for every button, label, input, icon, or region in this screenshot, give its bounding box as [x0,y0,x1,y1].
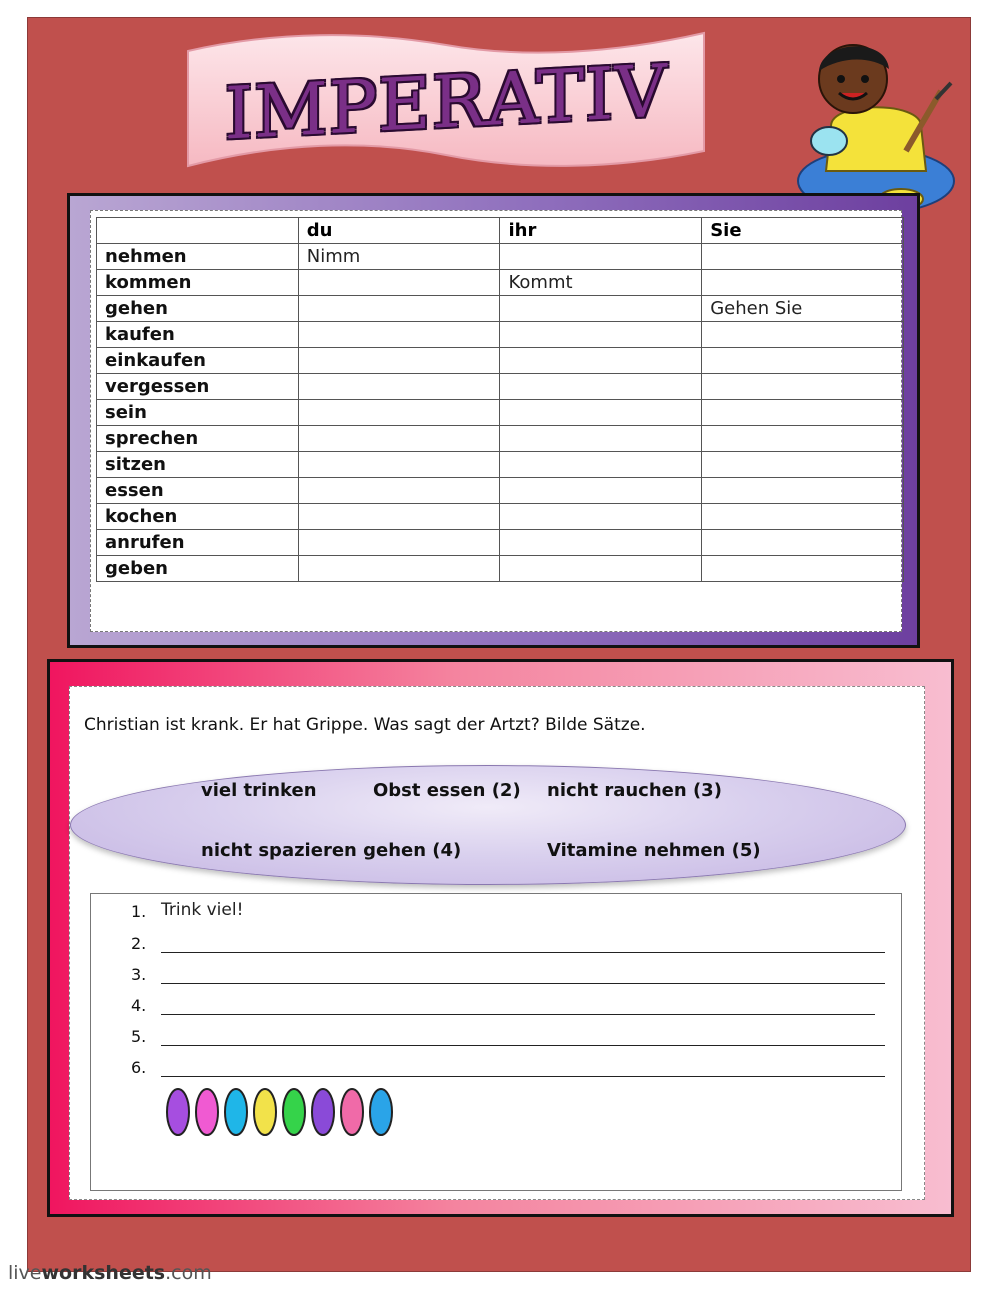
verb-cell: sitzen [97,452,299,478]
ihr-cell[interactable] [500,244,702,270]
logo-brand: worksheets [41,1262,166,1284]
verb-cell: essen [97,478,299,504]
table-row [97,556,904,582]
sie-cell[interactable] [702,270,904,296]
sie-cell[interactable] [702,322,904,348]
hint-cloud [70,765,906,885]
verb-cell: kaufen [97,322,299,348]
sie-cell[interactable] [702,374,904,400]
line-number: 2. [131,934,147,953]
table-row [97,322,904,348]
liveworksheets-logo [8,1262,212,1284]
du-cell[interactable]: Nimm [298,244,500,270]
table-row [97,452,904,478]
sie-cell[interactable] [702,244,904,270]
answer-3-line[interactable] [161,983,885,984]
table-row [97,374,904,400]
ihr-cell[interactable]: Kommt [500,270,702,296]
du-cell[interactable] [298,374,500,400]
du-cell[interactable] [298,530,500,556]
ihr-cell[interactable] [500,348,702,374]
bead [167,1089,189,1135]
verb-cell: kochen [97,504,299,530]
du-cell[interactable] [298,504,500,530]
verb-cell: sein [97,400,299,426]
ihr-cell[interactable] [500,556,702,582]
header-empty [97,218,299,244]
ihr-cell[interactable] [500,400,702,426]
line-number: 1. [131,902,147,921]
table-row [97,400,904,426]
verb-cell: kommen [97,270,299,296]
bead [254,1089,276,1135]
bead [225,1089,247,1135]
logo-suffix: .com [165,1262,212,1284]
answer-lines-box [90,893,902,1191]
line-number: 3. [131,965,147,984]
sie-cell[interactable] [702,504,904,530]
logo-prefix: live [8,1262,42,1284]
ihr-cell[interactable] [500,374,702,400]
verb-cell: nehmen [97,244,299,270]
exercise-instruction: Christian ist krank. Er hat Grippe. Was sagt der Artzt? Bilde Sätze. [84,715,646,735]
table-row [97,504,904,530]
ihr-cell[interactable] [500,426,702,452]
ihr-cell[interactable] [500,452,702,478]
hint-word: Obst essen (2) [373,780,521,801]
du-cell[interactable] [298,296,500,322]
du-cell[interactable] [298,348,500,374]
worksheet-page [27,17,971,1272]
answer-6-line[interactable] [161,1076,885,1077]
page-title: IMPERATIV [224,48,668,156]
ihr-cell[interactable] [500,504,702,530]
table-sheet [90,210,902,632]
table-row [97,478,904,504]
ihr-cell[interactable] [500,322,702,348]
child-painting-illustration [791,31,961,216]
sie-cell[interactable] [702,452,904,478]
table-header-row [97,218,904,244]
answer-2-line[interactable] [161,952,885,953]
sie-cell[interactable] [702,478,904,504]
sie-cell[interactable]: Gehen Sie [702,296,904,322]
conjugation-table-panel [67,193,920,648]
answer-5-line[interactable] [161,1045,885,1046]
header-sie: Sie [702,218,904,244]
verb-cell: geben [97,556,299,582]
du-cell[interactable] [298,270,500,296]
du-cell[interactable] [298,400,500,426]
bead [283,1089,305,1135]
sie-cell[interactable] [702,426,904,452]
du-cell[interactable] [298,426,500,452]
ihr-cell[interactable] [500,530,702,556]
table-row [97,348,904,374]
verb-cell: gehen [97,296,299,322]
line-number: 6. [131,1058,147,1077]
sie-cell[interactable] [702,530,904,556]
line-number: 5. [131,1027,147,1046]
answer-4-line[interactable] [161,1014,875,1015]
exercise-sheet [69,686,925,1200]
verb-cell: sprechen [97,426,299,452]
bead [370,1089,392,1135]
verb-cell: vergessen [97,374,299,400]
hint-word: Vitamine nehmen (5) [547,840,761,861]
table-row [97,244,904,270]
table-row [97,530,904,556]
verb-cell: einkaufen [97,348,299,374]
du-cell[interactable] [298,556,500,582]
sie-cell[interactable] [702,556,904,582]
bead [312,1089,334,1135]
sie-cell[interactable] [702,400,904,426]
verb-cell: anrufen [97,530,299,556]
ihr-cell[interactable] [500,478,702,504]
table-row [97,296,904,322]
imperative-table [96,217,904,582]
sie-cell[interactable] [702,348,904,374]
colored-beads-decoration [163,1084,403,1140]
hint-word: nicht spazieren gehen (4) [201,840,462,861]
hint-word: viel trinken [201,780,317,801]
answer-1-text[interactable]: Trink viel! [161,900,244,920]
bead [341,1089,363,1135]
header-du: du [298,218,500,244]
exercise-panel [47,659,954,1217]
ihr-cell[interactable] [500,296,702,322]
line-number: 4. [131,996,147,1015]
header-ihr: ihr [500,218,702,244]
bead [196,1089,218,1135]
table-row [97,270,904,296]
table-row [97,426,904,452]
du-cell[interactable] [298,452,500,478]
du-cell[interactable] [298,478,500,504]
hint-word: nicht rauchen (3) [547,780,722,801]
du-cell[interactable] [298,322,500,348]
